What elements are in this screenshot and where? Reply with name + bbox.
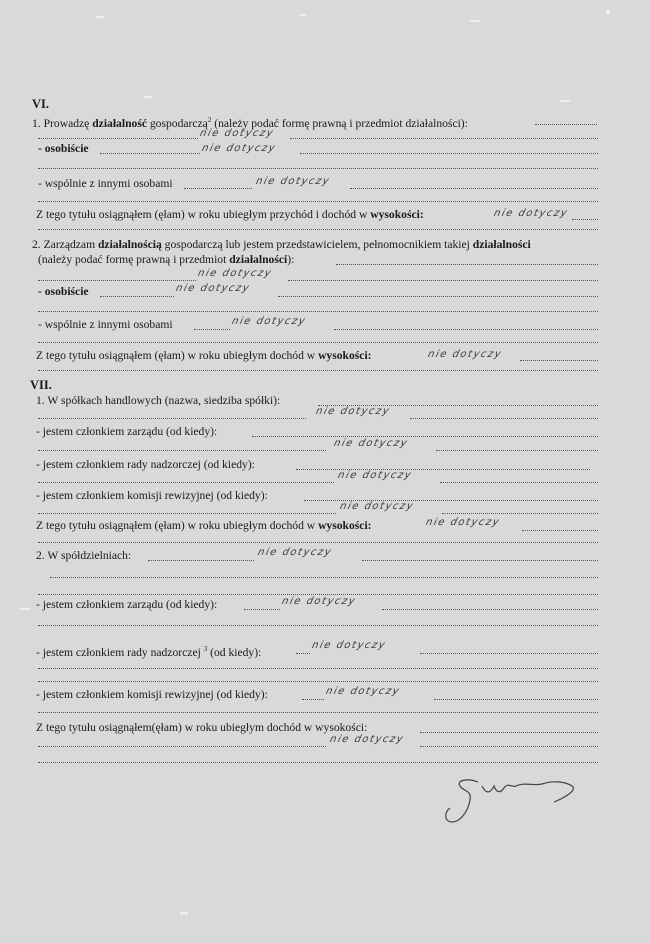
- vi-item-1: 1. Prowadzę działalność gospodarczą$^2$ (należy podać formę prawną i przedmiot działalności):: [32, 116, 468, 130]
- signature: [438, 764, 588, 828]
- vii-item-1: 1. W spółkach handlowych (nazwa, siedziba spółki):: [36, 394, 281, 407]
- vii-zarzad-2: - jestem członkiem zarządu (od kiedy):: [36, 598, 218, 611]
- handwritten-entry: nie dotyczy: [336, 470, 414, 481]
- handwritten-entry: nie dotyczy: [198, 128, 276, 139]
- vi-income-1: Z tego tytułu osiągnąłem (ęłam) w roku ubiegłym przychód i dochód w wysokości:: [36, 208, 424, 221]
- section-vi-heading: VI.: [32, 97, 50, 111]
- vii-rada: - jestem członkiem rady nadzorczej (od kiedy):: [36, 458, 255, 471]
- handwritten-entry: nie dotyczy: [230, 316, 308, 327]
- vii-zarzad: - jestem członkiem zarządu (od kiedy):: [36, 425, 218, 438]
- handwritten-entry: nie dotyczy: [280, 596, 358, 607]
- vi-osobiscie-1: - osobiście: [38, 142, 89, 155]
- vi-item-2-line-2: (należy podać formę prawną i przedmiot działalności):: [38, 253, 295, 266]
- handwritten-entry: nie dotyczy: [424, 517, 502, 528]
- handwritten-entry: nie dotyczy: [426, 349, 504, 360]
- vi-item-2: 2. Zarządzam działalnością gospodarczą lub jestem przedstawicielem, pełnomocnikiem takiej działalności: [32, 238, 531, 251]
- vii-income-2: Z tego tytułu osiągnąłem(ęłam) w roku ubiegłym dochód w wysokości:: [36, 721, 368, 734]
- vii-income-1: Z tego tytułu osiągnąłem (ęłam) w roku ubiegłym dochód w wysokości:: [36, 519, 372, 532]
- handwritten-entry: nie dotyczy: [200, 143, 278, 154]
- section-vii-heading: VII.: [30, 378, 52, 392]
- vii-item-2: 2. W spółdzielniach:: [36, 549, 132, 562]
- handwritten-entry: nie dotyczy: [338, 501, 416, 512]
- vi-wspolnie-1: - wspólnie z innymi osobami: [38, 177, 173, 190]
- vi-income-2: Z tego tytułu osiągnąłem (ęłam) w roku ubiegłym dochód w wysokości:: [36, 349, 372, 362]
- handwritten-entry: nie dotyczy: [492, 208, 570, 219]
- handwritten-entry: nie dotyczy: [196, 268, 274, 279]
- handwritten-entry: nie dotyczy: [256, 547, 334, 558]
- handwritten-entry: nie dotyczy: [328, 734, 406, 745]
- handwritten-entry: nie dotyczy: [332, 438, 410, 449]
- vii-komisja: - jestem członkiem komisji rewizyjnej (od kiedy):: [36, 489, 268, 502]
- vii-rada-2: - jestem członkiem rady nadzorczej $^3$ (od kiedy):: [36, 645, 262, 659]
- handwritten-entry: nie dotyczy: [174, 283, 252, 294]
- handwritten-entry: nie dotyczy: [314, 406, 392, 417]
- handwritten-entry: nie dotyczy: [310, 640, 388, 651]
- vii-komisja-2: - jestem członkiem komisji rewizyjnej (od kiedy):: [36, 688, 268, 701]
- handwritten-entry: nie dotyczy: [324, 686, 402, 697]
- vi-osobiscie-2: - osobiście: [38, 285, 89, 298]
- handwritten-entry: nie dotyczy: [254, 176, 332, 187]
- vi-wspolnie-2: - wspólnie z innymi osobami: [38, 318, 173, 331]
